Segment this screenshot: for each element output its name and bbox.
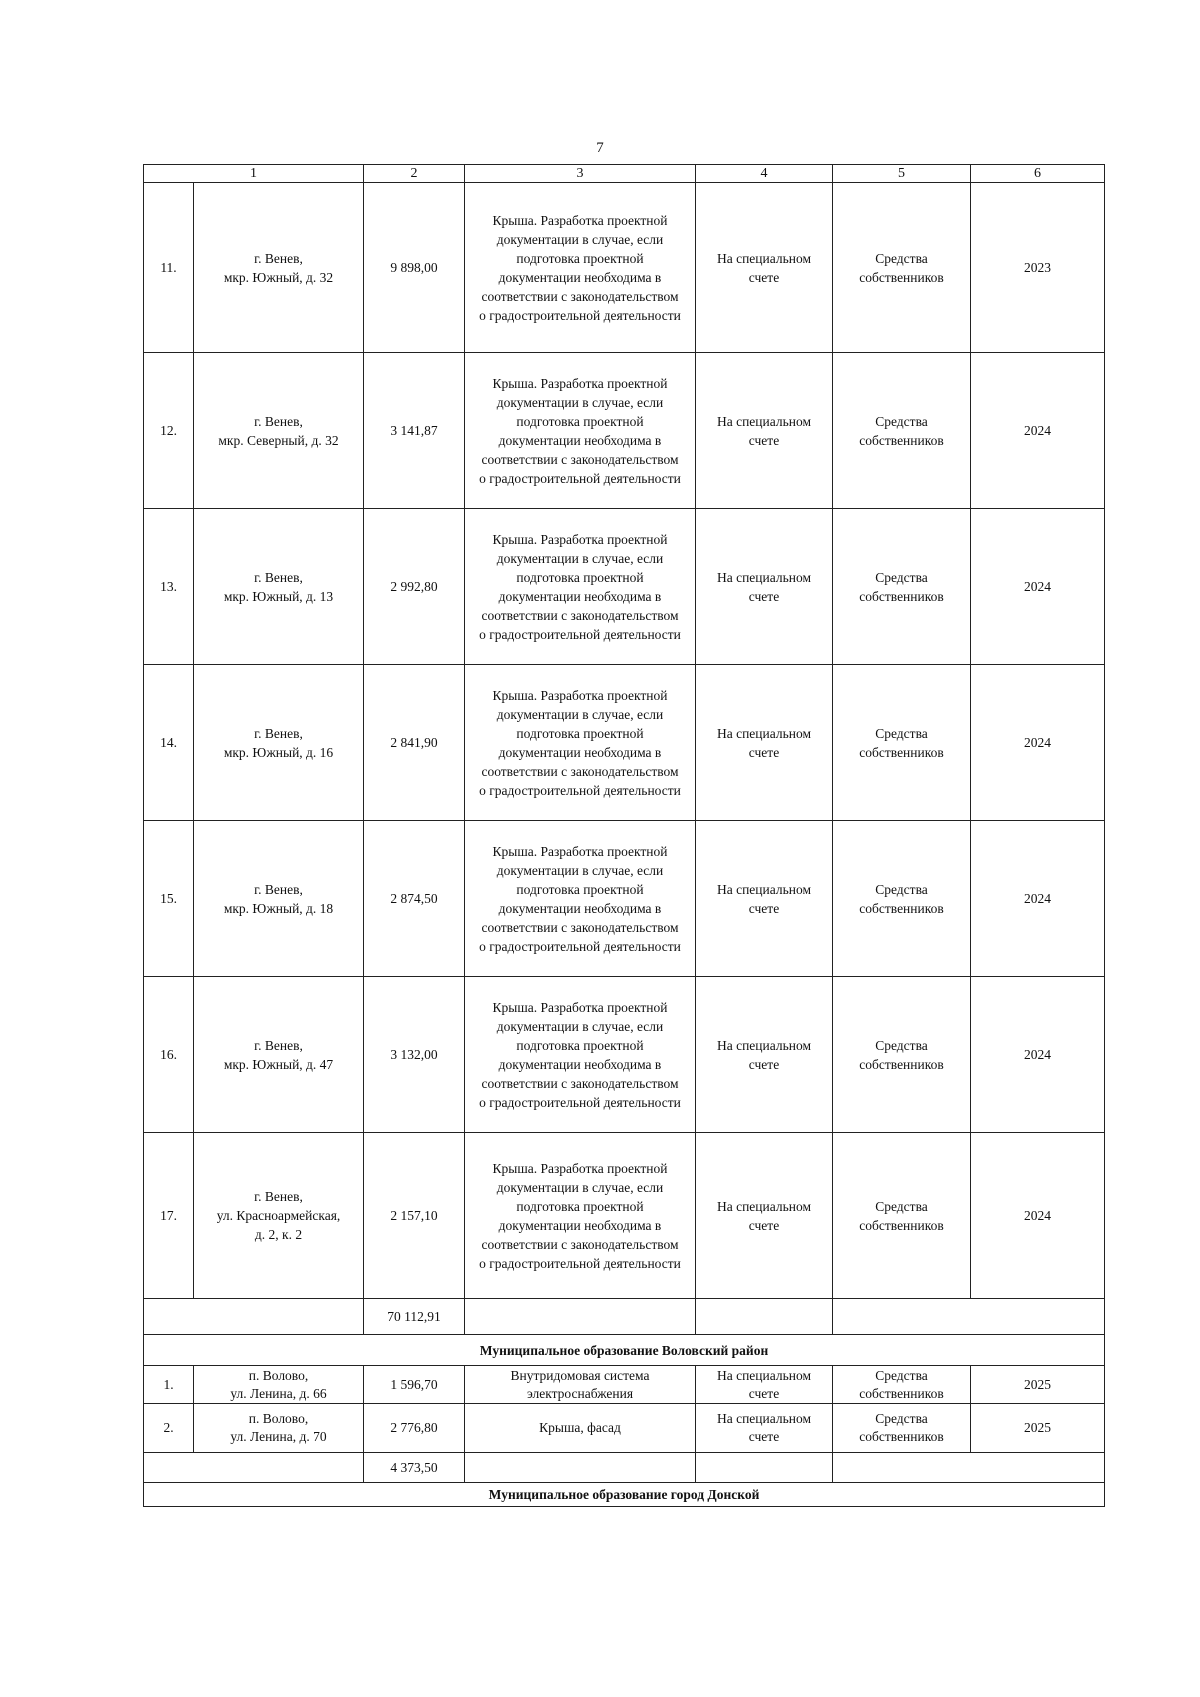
- address-cell-line: г. Венев,: [254, 725, 303, 741]
- account-cell-line: На специальном: [716, 1367, 812, 1383]
- work-type-cell-line: соответствии с законодательством: [481, 919, 679, 935]
- address-cell-line: мкр. Южный, д. 32: [223, 269, 334, 285]
- funding-source-cell-line: Средства: [875, 881, 928, 897]
- address-cell-line: ул. Ленина, д. 70: [230, 1429, 327, 1444]
- funding-source-cell-line: собственников: [859, 1056, 944, 1072]
- cost-cell: 2 992,80: [364, 509, 465, 665]
- account-cell: [696, 509, 833, 665]
- work-type-cell-line: документации необходима в: [498, 588, 662, 604]
- funding-source-cell-line: Средства: [875, 1037, 928, 1053]
- address-cell-line: д. 2, к. 2: [254, 1227, 303, 1242]
- address-cell-line: мкр. Южный, д. 47: [223, 1056, 334, 1072]
- address-cell-line: мкр. Северный, д. 32: [218, 432, 339, 448]
- year-cell: 2024: [971, 353, 1105, 509]
- cost-cell: 2 841,90: [364, 665, 465, 821]
- section-row: [144, 1335, 1105, 1366]
- header-col-3: 3: [465, 165, 696, 183]
- work-type-cell-line: Крыша, фасад: [539, 1420, 621, 1435]
- account-cell: [696, 183, 833, 353]
- address-cell: [194, 183, 364, 353]
- table-row: [144, 509, 1105, 665]
- account-cell-line: На специальном: [716, 569, 812, 585]
- row-number: 2.: [144, 1404, 194, 1453]
- funding-source-cell-line: Средства: [875, 569, 928, 585]
- work-type-cell: [465, 665, 696, 821]
- row-number: 13.: [144, 509, 194, 665]
- cost-cell: 3 141,87: [364, 353, 465, 509]
- funding-source-cell-line: Средства: [875, 250, 928, 266]
- account-cell-line: счете: [748, 269, 780, 285]
- year-cell: 2024: [971, 665, 1105, 821]
- table-row: [144, 353, 1105, 509]
- work-type-cell-line: Крыша. Разработка проектной: [492, 1160, 668, 1176]
- funding-source-cell: [833, 1366, 971, 1404]
- row-number: 15.: [144, 821, 194, 977]
- work-type-cell-line: Крыша. Разработка проектной: [492, 687, 668, 703]
- work-type-cell-line: соответствии с законодательством: [481, 1075, 679, 1091]
- account-cell-line: счете: [748, 744, 780, 760]
- work-type-cell-line: документации в случае, если: [496, 706, 664, 722]
- work-type-cell-line: о градостроительной деятельности: [479, 470, 681, 486]
- total-row: [144, 1453, 1105, 1483]
- header-col-4: 4: [696, 165, 833, 183]
- account-cell-line: На специальном: [716, 1411, 812, 1426]
- account-cell-line: счете: [748, 588, 780, 604]
- section-title: Муниципальное образование город Донской: [144, 1483, 1105, 1507]
- account-cell-line: счете: [748, 1217, 780, 1233]
- work-type-cell: [465, 1404, 696, 1453]
- section-title: Муниципальное образование Воловский район: [144, 1335, 1105, 1366]
- work-type-cell-line: документации в случае, если: [496, 231, 664, 247]
- work-type-cell-line: о градостроительной деятельности: [479, 938, 681, 954]
- address-cell: [194, 977, 364, 1133]
- total-empty-cell: [833, 1299, 1105, 1335]
- funding-source-cell: [833, 183, 971, 353]
- row-number: 14.: [144, 665, 194, 821]
- year-cell: 2023: [971, 183, 1105, 353]
- work-type-cell-line: Крыша. Разработка проектной: [492, 531, 668, 547]
- work-type-cell-line: документации необходима в: [498, 1056, 662, 1072]
- work-type-cell: [465, 509, 696, 665]
- funding-source-cell-line: Средства: [875, 413, 928, 429]
- work-type-cell-line: подготовка проектной: [516, 413, 644, 429]
- work-type-cell: [465, 1366, 696, 1404]
- account-cell-line: счете: [748, 900, 780, 916]
- account-cell: [696, 1404, 833, 1453]
- year-cell: 2024: [971, 509, 1105, 665]
- address-cell-line: г. Венев,: [254, 250, 303, 266]
- account-cell-line: На специальном: [716, 1037, 812, 1053]
- work-type-cell-line: электроснабжения: [526, 1385, 634, 1401]
- address-cell-line: п. Волово,: [248, 1411, 309, 1426]
- address-cell: [194, 353, 364, 509]
- address-cell: [194, 665, 364, 821]
- funding-source-cell-line: собственников: [859, 1429, 944, 1444]
- account-cell-line: счете: [748, 1385, 780, 1401]
- address-cell-line: г. Венев,: [254, 413, 303, 429]
- work-type-cell-line: о градостроительной деятельности: [479, 1094, 681, 1110]
- work-type-cell-line: о градостроительной деятельности: [479, 1255, 681, 1271]
- work-type-cell-line: соответствии с законодательством: [481, 1236, 679, 1252]
- work-type-cell-line: Крыша. Разработка проектной: [492, 843, 668, 859]
- cost-cell: 9 898,00: [364, 183, 465, 353]
- address-cell-line: г. Венев,: [254, 881, 303, 897]
- address-cell-line: п. Волово,: [248, 1367, 309, 1383]
- total-label-cell: [144, 1453, 364, 1483]
- funding-source-cell-line: собственников: [859, 1217, 944, 1233]
- header-col-1: 1: [144, 165, 364, 183]
- work-type-cell-line: документации в случае, если: [496, 1018, 664, 1034]
- page-number: 7: [596, 140, 604, 156]
- funding-source-cell-line: Средства: [875, 1367, 928, 1383]
- capital-repair-table: [143, 164, 1105, 1507]
- account-cell: [696, 1366, 833, 1404]
- work-type-cell-line: Внутридомовая система: [510, 1367, 650, 1383]
- work-type-cell: [465, 977, 696, 1133]
- work-type-cell-line: документации в случае, если: [496, 1179, 664, 1195]
- work-type-cell-line: Крыша. Разработка проектной: [492, 375, 668, 391]
- account-cell-line: счете: [748, 1429, 780, 1444]
- account-cell-line: На специальном: [716, 413, 812, 429]
- work-type-cell-line: о градостроительной деятельности: [479, 626, 681, 642]
- work-type-cell-line: о градостроительной деятельности: [479, 782, 681, 798]
- work-type-cell-line: соответствии с законодательством: [481, 763, 679, 779]
- year-cell: 2024: [971, 821, 1105, 977]
- table-row: [144, 665, 1105, 821]
- work-type-cell-line: соответствии с законодательством: [481, 288, 679, 304]
- funding-source-cell: [833, 665, 971, 821]
- year-cell: 2025: [971, 1404, 1105, 1453]
- address-cell-line: ул. Ленина, д. 66: [230, 1385, 327, 1401]
- funding-source-cell-line: собственников: [859, 900, 944, 916]
- total-empty-cell: [465, 1299, 696, 1335]
- address-cell-line: г. Венев,: [254, 569, 303, 585]
- funding-source-cell-line: собственников: [859, 744, 944, 760]
- funding-source-cell: [833, 821, 971, 977]
- funding-source-cell-line: собственников: [859, 1385, 944, 1401]
- account-cell: [696, 353, 833, 509]
- total-empty-cell: [465, 1453, 696, 1483]
- account-cell-line: На специальном: [716, 881, 812, 897]
- funding-source-cell: [833, 1404, 971, 1453]
- work-type-cell-line: документации необходима в: [498, 900, 662, 916]
- funding-source-cell-line: собственников: [859, 432, 944, 448]
- funding-source-cell-line: Средства: [875, 725, 928, 741]
- address-cell-line: мкр. Южный, д. 16: [223, 744, 334, 760]
- work-type-cell-line: документации необходима в: [498, 269, 662, 285]
- year-cell: 2025: [971, 1366, 1105, 1404]
- year-cell: 2024: [971, 977, 1105, 1133]
- work-type-cell-line: соответствии с законодательством: [481, 607, 679, 623]
- work-type-cell-line: документации необходима в: [498, 432, 662, 448]
- address-cell: [194, 1366, 364, 1404]
- work-type-cell-line: документации необходима в: [498, 1217, 662, 1233]
- cost-cell: 1 596,70: [364, 1366, 465, 1404]
- account-cell: [696, 977, 833, 1133]
- work-type-cell-line: Крыша. Разработка проектной: [492, 999, 668, 1015]
- cost-cell: 2 776,80: [364, 1404, 465, 1453]
- table-row: [144, 821, 1105, 977]
- address-cell: [194, 509, 364, 665]
- address-cell-line: ул. Красноармейская,: [216, 1208, 341, 1223]
- section-row: [144, 1483, 1105, 1507]
- account-cell: [696, 665, 833, 821]
- work-type-cell-line: подготовка проектной: [516, 725, 644, 741]
- funding-source-cell: [833, 353, 971, 509]
- funding-source-cell-line: собственников: [859, 588, 944, 604]
- cost-cell: 2 157,10: [364, 1133, 465, 1299]
- account-cell: [696, 1133, 833, 1299]
- total-row: [144, 1299, 1105, 1335]
- total-cost-cell: 70 112,91: [364, 1299, 465, 1335]
- work-type-cell-line: документации необходима в: [498, 744, 662, 760]
- address-cell: [194, 1404, 364, 1453]
- work-type-cell-line: подготовка проектной: [516, 250, 644, 266]
- work-type-cell-line: подготовка проектной: [516, 1198, 644, 1214]
- header-col-2: 2: [364, 165, 465, 183]
- work-type-cell-line: о градостроительной деятельности: [479, 307, 681, 323]
- account-cell: [696, 821, 833, 977]
- row-number: 12.: [144, 353, 194, 509]
- account-cell-line: На специальном: [716, 250, 812, 266]
- total-label-cell: [144, 1299, 364, 1335]
- table-row: [144, 977, 1105, 1133]
- work-type-cell-line: подготовка проектной: [516, 569, 644, 585]
- account-cell-line: На специальном: [716, 1198, 812, 1214]
- account-cell-line: счете: [748, 1056, 780, 1072]
- funding-source-cell-line: собственников: [859, 269, 944, 285]
- header-col-6: 6: [971, 165, 1105, 183]
- table-row: [144, 183, 1105, 353]
- total-cost-cell: 4 373,50: [364, 1453, 465, 1483]
- funding-source-cell-line: Средства: [875, 1411, 928, 1426]
- work-type-cell-line: подготовка проектной: [516, 881, 644, 897]
- total-empty-cell: [833, 1453, 1105, 1483]
- address-cell: [194, 821, 364, 977]
- work-type-cell: [465, 1133, 696, 1299]
- funding-source-cell: [833, 509, 971, 665]
- table-row: [144, 1404, 1105, 1453]
- account-cell-line: На специальном: [716, 725, 812, 741]
- work-type-cell-line: Крыша. Разработка проектной: [492, 212, 668, 228]
- address-cell-line: мкр. Южный, д. 13: [223, 588, 334, 604]
- work-type-cell-line: документации в случае, если: [496, 550, 664, 566]
- address-cell-line: г. Венев,: [254, 1189, 303, 1204]
- address-cell-line: мкр. Южный, д. 18: [223, 900, 334, 916]
- row-number: 1.: [144, 1366, 194, 1404]
- table-row: [144, 1366, 1105, 1404]
- address-cell: [194, 1133, 364, 1299]
- row-number: 11.: [144, 183, 194, 353]
- work-type-cell-line: документации в случае, если: [496, 862, 664, 878]
- work-type-cell: [465, 821, 696, 977]
- address-cell-line: г. Венев,: [254, 1037, 303, 1053]
- work-type-cell-line: подготовка проектной: [516, 1037, 644, 1053]
- total-empty-cell: [696, 1299, 833, 1335]
- funding-source-cell: [833, 977, 971, 1133]
- work-type-cell-line: документации в случае, если: [496, 394, 664, 410]
- header-col-5: 5: [833, 165, 971, 183]
- cost-cell: 3 132,00: [364, 977, 465, 1133]
- row-number: 16.: [144, 977, 194, 1133]
- year-cell: 2024: [971, 1133, 1105, 1299]
- cost-cell: 2 874,50: [364, 821, 465, 977]
- header-row: [144, 165, 1105, 183]
- work-type-cell: [465, 353, 696, 509]
- account-cell-line: счете: [748, 432, 780, 448]
- row-number: 17.: [144, 1133, 194, 1299]
- funding-source-cell: [833, 1133, 971, 1299]
- work-type-cell-line: соответствии с законодательством: [481, 451, 679, 467]
- total-empty-cell: [696, 1453, 833, 1483]
- table-row: [144, 1133, 1105, 1299]
- work-type-cell: [465, 183, 696, 353]
- funding-source-cell-line: Средства: [875, 1198, 928, 1214]
